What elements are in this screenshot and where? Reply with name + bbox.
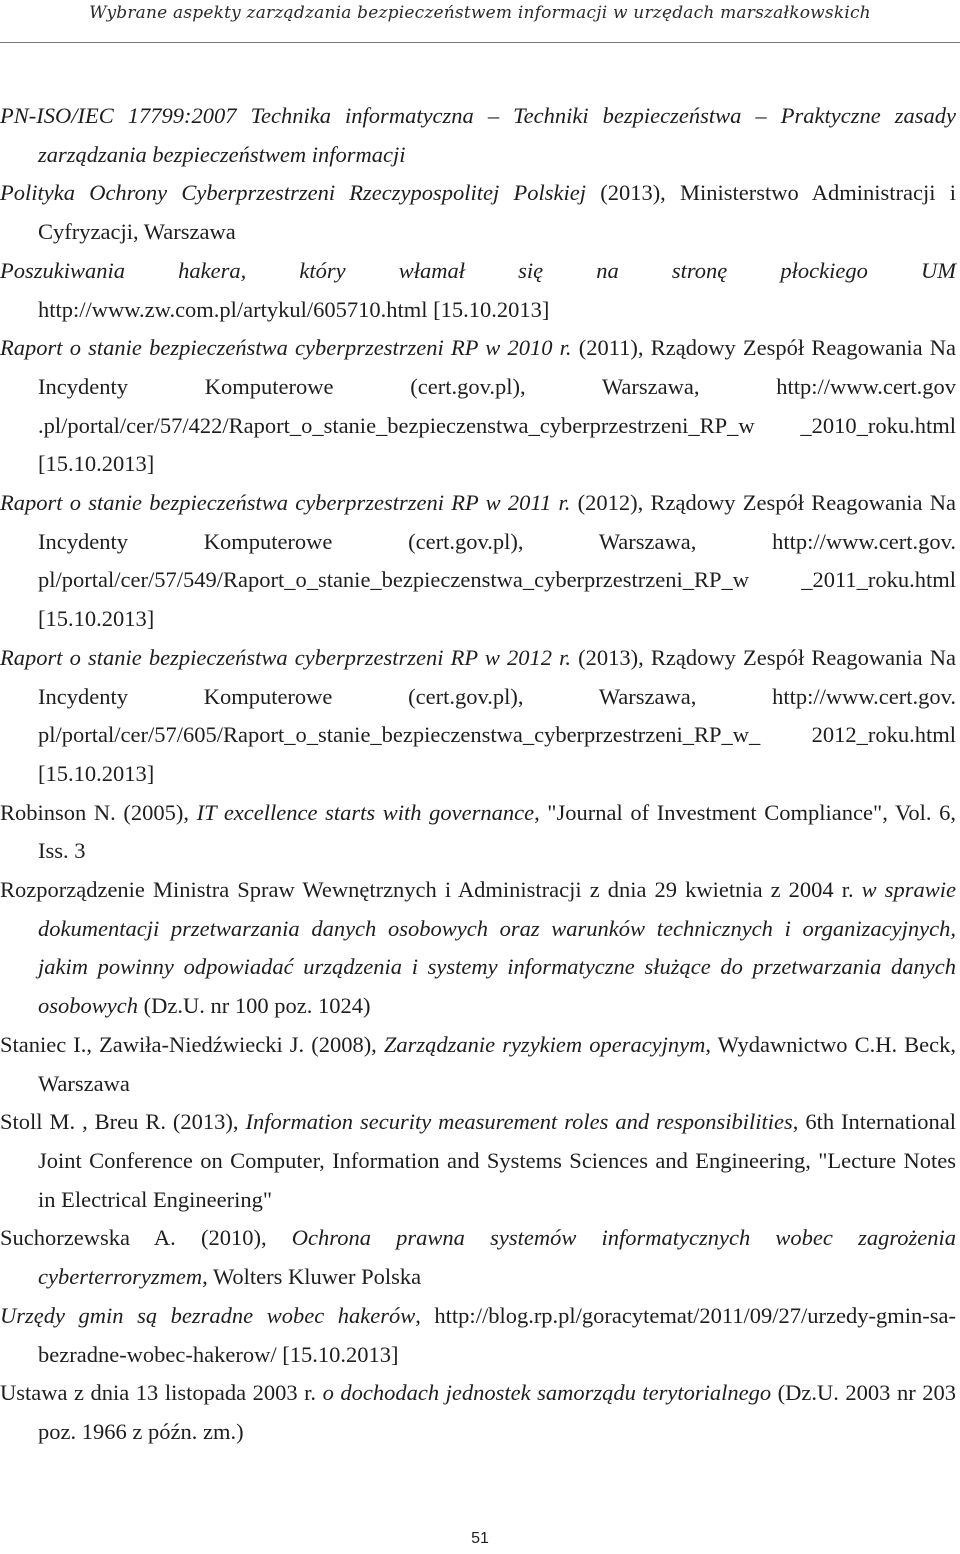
- reference-lead: Ustawa z dnia 13 listopada 2003 r.: [0, 1380, 323, 1406]
- reference-rest: (2013), Rządowy Zespół Reagowania Na Incydenty Komputerowe (cert.gov.pl), Warszawa, http://www.cert.gov. pl/portal/cer/57/605/Raport_o_stanie_bezpieczenstwa_cyberprzestrzeni_RP_w_ 2012_roku.html [15.10.2013]: [38, 644, 956, 786]
- reference-title: IT excellence starts with governance: [196, 799, 535, 825]
- reference-title: Information security measurement roles and responsibilities: [245, 1109, 793, 1135]
- reference-rest: , Wolters Kluwer Polska: [202, 1264, 422, 1290]
- reference-rest: http://www.zw.com.pl/artykul/605710.html [15.10.2013]: [38, 296, 550, 322]
- reference-rest: , 6th International Joint Conference on Computer, Information and Systems Sciences and Engineering, "Lecture Notes in Electrical Engineering": [38, 1109, 957, 1212]
- reference-entry: [0, 1374, 960, 1451]
- reference-rest: (2013), Ministerstwo Administracji i Cyfryzacji, Warszawa: [38, 180, 956, 245]
- reference-title: Raport o stanie bezpieczeństwa cyberprzestrzeni RP w 2011 r.: [0, 490, 571, 516]
- reference-lead: Robinson N. (2005),: [0, 799, 197, 825]
- reference-title: o dochodach jednostek samorządu terytorialnego: [322, 1380, 772, 1406]
- reference-entry: [0, 639, 960, 794]
- reference-entry: [0, 1026, 960, 1103]
- reference-title: Ochrona prawna systemów informatycznych wobec zagrożenia cyberterroryzmem: [38, 1225, 957, 1290]
- reference-rest: (2011), Rządowy Zespół Reagowania Na Incydenty Komputerowe (cert.gov.pl), Warszawa, http://www.cert.gov .pl/portal/cer/57/422/Raport_o_stanie_bezpieczenstwa_cyberprzestrzeni_RP_w _2010_roku.html [15.10.2013]: [38, 335, 956, 477]
- reference-entry: [0, 484, 960, 639]
- header-rule: [0, 42, 960, 43]
- reference-rest: , "Journal of Investment Compliance", Vol. 6, Iss. 3: [38, 799, 956, 864]
- reference-entry: [0, 1297, 960, 1374]
- reference-title: Poszukiwania hakera, który włamał się na stronę płockiego UM: [0, 257, 956, 283]
- reference-rest: , Wydawnictwo C.H. Beck, Warszawa: [38, 1031, 956, 1096]
- reference-rest: (2012), Rządowy Zespół Reagowania Na Incydenty Komputerowe (cert.gov.pl), Warszawa, http://www.cert.gov. pl/portal/cer/57/549/Raport_o_stanie_bezpieczenstwa_cyberprzestrzeni_RP_w _2011_roku.html [15.10.2013]: [38, 490, 956, 632]
- reference-title: Urzędy gmin są bezradne wobec hakerów: [0, 1302, 416, 1328]
- page-number: 51: [471, 1530, 489, 1547]
- running-head: Wybrane aspekty zarządzania bezpieczeństwem informacji w urzędach marszałkowskich: [89, 3, 871, 23]
- reference-lead: Rozporządzenie Ministra Spraw Wewnętrznych i Administracji z dnia 29 kwietnia z 2004 r.: [0, 877, 862, 903]
- reference-entry: [0, 1103, 960, 1219]
- reference-title: Raport o stanie bezpieczeństwa cyberprzestrzeni RP w 2012 r.: [0, 644, 572, 670]
- reference-entry: [0, 329, 960, 484]
- reference-title: Polityka Ochrony Cyberprzestrzeni Rzeczypospolitej Polskiej: [0, 180, 586, 206]
- reference-entry: [0, 871, 960, 1026]
- reference-title: w sprawie dokumentacji przetwarzania danych osobowych oraz warunków technicznych i organizacyjnych, jakim powinny odpowiadać urządzenia i systemy informatyczne służące do przetwarzania danych osobowych: [38, 877, 956, 1019]
- reference-rest: , http://blog.rp.pl/goracytemat/2011/09/27/urzedy-gmin-sa-bezradne-wobec-hakerow/ [15.10.2013]: [38, 1302, 956, 1367]
- reference-list: [0, 97, 960, 1452]
- reference-title: PN-ISO/IEC 17799:2007 Technika informatyczna – Techniki bezpieczeństwa – Praktyczne zasady zarządzania bezpieczeństwem informacji: [0, 103, 956, 167]
- reference-lead: Suchorzewska A. (2010),: [0, 1225, 292, 1251]
- reference-entry: [0, 174, 960, 251]
- reference-entry: [0, 252, 960, 329]
- reference-entry: [0, 794, 960, 871]
- reference-title: Raport o stanie bezpieczeństwa cyberprzestrzeni RP w 2010 r.: [0, 335, 572, 361]
- reference-title: Zarządzanie ryzykiem operacyjnym: [383, 1031, 706, 1057]
- reference-lead: Staniec I., Zawiła-Niedźwiecki J. (2008),: [0, 1031, 384, 1057]
- reference-rest: (Dz.U. 2003 nr 203 poz. 1966 z późn. zm.): [38, 1380, 956, 1444]
- reference-entry: [0, 97, 960, 174]
- reference-lead: Stoll M. , Breu R. (2013),: [0, 1109, 246, 1135]
- reference-rest: (Dz.U. nr 100 poz. 1024): [138, 993, 371, 1019]
- reference-entry: [0, 1219, 960, 1296]
